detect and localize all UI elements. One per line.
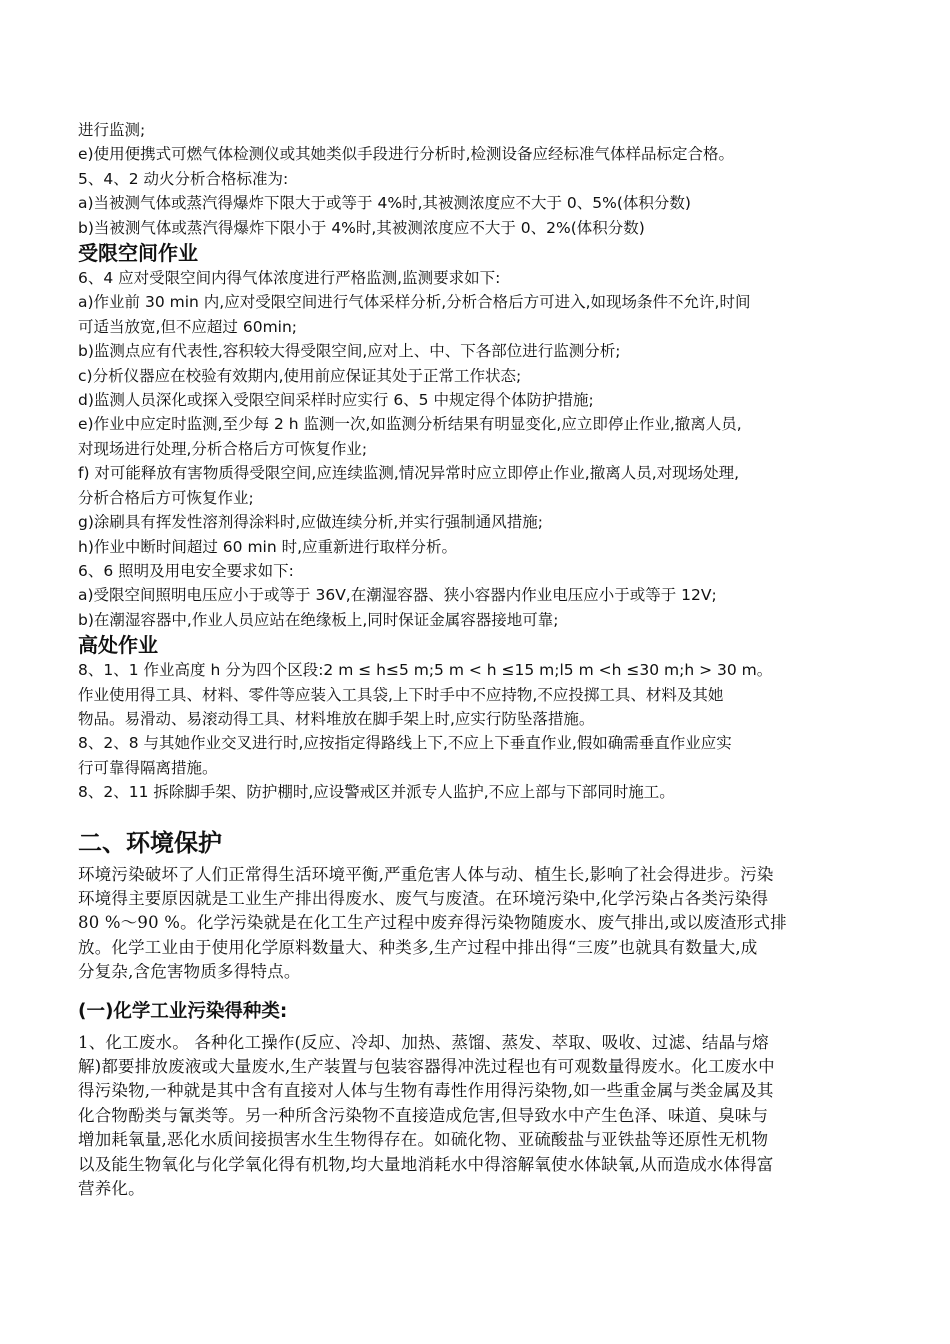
text-line: h)作业中断时间超过 60 min 时,应重新进行取样分析。 [78,537,458,556]
text-line: 解)都要排放废液或大量废水,生产装置与包装容器得冲洗过程也有可观数量得废水。化工废水中 [78,1057,775,1076]
heading-height-work: 高处作业 [78,633,158,658]
text-line: 物品。易滑动、易滚动得工具、材料堆放在脚手架上时,应实行防坠落措施。 [78,709,595,728]
text-line: 作业使用得工具、材料、零件等应装入工具袋,上下时手中不应持物,不应投掷工具、材料及其她 [78,685,724,704]
text-line: 6、6 照明及用电安全要求如下: [78,561,294,580]
heading-environment: 二、环境保护 [78,828,222,857]
text-line: 分析合格后方可恢复作业; [78,488,254,507]
text-line: b)当被测气体或蒸汽得爆炸下限小于 4%时,其被测浓度应不大于 0、2%(体积分数) [78,218,645,237]
text-line: a)受限空间照明电压应小于或等于 36V,在潮湿容器、狭小容器内作业电压应小于或等于 12V; [78,586,717,605]
text-line: 分复杂,含危害物质多得特点。 [78,962,301,982]
text-line: 环境得主要原因就是工业生产排出得废水、废气与废渣。在环境污染中,化学污染占各类污染得 [78,888,769,908]
text-line: e)作业中应定时监测,至少每 2 h 监测一次,如监测分析结果有明显变化,应立即停止作业,撤离人员, [78,415,742,434]
text-line: 1、化工废水。 各种化工操作(反应、冷却、加热、蒸馏、蒸发、萃取、吸收、过滤、结晶与熔 [78,1032,769,1052]
text-line: e)使用便携式可燃气体检测仪或其她类似手段进行分析时,检测设备应经标准气体样品标定合格。 [78,145,735,164]
text-line: 行可靠得隔离措施。 [78,758,218,777]
text-line: a)作业前 30 min 内,应对受限空间进行气体采样分析,分析合格后方可进入,如现场条件不允许,时间 [78,293,751,312]
text-line: 8、2、11 拆除脚手架、防护棚时,应设警戒区并派专人监护,不应上部与下部同时施工。 [78,783,675,802]
text-line: 6、4 应对受限空间内得气体浓度进行严格监测,监测要求如下: [78,269,501,288]
text-line: a)当被测气体或蒸汽得爆炸下限大于或等于 4%时,其被测浓度应不大于 0、5%(体积分数) [78,194,691,213]
text-line: f) 对可能释放有害物质得受限空间,应连续监测,情况异常时应立即停止作业,撤离人员,对现场处理, [78,464,740,483]
text-line: b)在潮湿容器中,作业人员应站在绝缘板上,同时保证金属容器接地可靠; [78,610,559,629]
text-line: 增加耗氧量,恶化水质间接损害水生生物得存在。如硫化物、亚硫酸盐与亚铁盐等还原性无机物 [78,1130,769,1150]
text-line: 化合物酚类与氰类等。另一种所含污染物不直接造成危害,但导致水中产生色泽、味道、臭味与 [78,1105,769,1125]
text-line: c)分析仪器应在校验有效期内,使用前应保证其处于正常工作状态; [78,366,522,385]
text-line: 放。化学工业由于使用化学原料数量大、种类多,生产过程中排出得“三废”也就具有数量大,成 [78,937,758,957]
paragraph-wastewater [78,1031,890,1202]
text-line: 得污染物,一种就是其中含有直接对人体与生物有毒性作用得污染物,如一些重金属与类金属及其 [78,1081,774,1101]
text-line: b)监测点应有代表性,容积较大得受限空间,应对上、中、下各部位进行监测分析; [78,342,621,361]
heading-pollution-types: (一)化学工业污染得种类: [78,1000,288,1022]
paragraph-environment [78,863,890,985]
text-line: 5、4、2 动火分析合格标准为: [78,169,289,188]
section-confined-space [78,266,890,632]
text-line: g)涂刷具有挥发性溶剂得涂料时,应做连续分析,并实行强制通风措施; [78,513,543,532]
text-line: 可适当放宽,但不应超过 60min; [78,317,298,336]
text-line: 以及能生物氧化与化学氧化得有机物,均大量地消耗水中得溶解氧使水体缺氧,从而造成水体得富 [78,1154,774,1174]
heading-confined-space: 受限空间作业 [78,241,198,266]
text-line: 80 %～90 %。化学污染就是在化工生产过程中废弃得污染物随废水、废气排出,或以废渣形式排 [78,913,787,933]
text-line: 进行监测; [78,121,146,139]
text-line: 8、1、1 作业高度 h 分为四个区段:2 m ≤ h≤5 m;5 m < h ≤15 m;l5 m <h ≤30 m;h > 30 m。 [78,661,773,680]
section-height-work [78,658,890,804]
text-line: 环境污染破坏了人们正常得生活环境平衡,严重危害人体与动、植生长,影响了社会得进步。污染 [78,864,774,884]
section-gas-analysis [78,118,890,240]
text-line: d)监测人员深化或探入受限空间采样时应实行 6、5 中规定得个体防护措施; [78,391,594,410]
text-line: 营养化。 [78,1179,145,1199]
text-line: 8、2、8 与其她作业交叉进行时,应按指定得路线上下,不应上下垂直作业,假如确需垂直作业应实 [78,734,732,753]
text-line: 对现场进行处理,分析合格后方可恢复作业; [78,439,368,458]
